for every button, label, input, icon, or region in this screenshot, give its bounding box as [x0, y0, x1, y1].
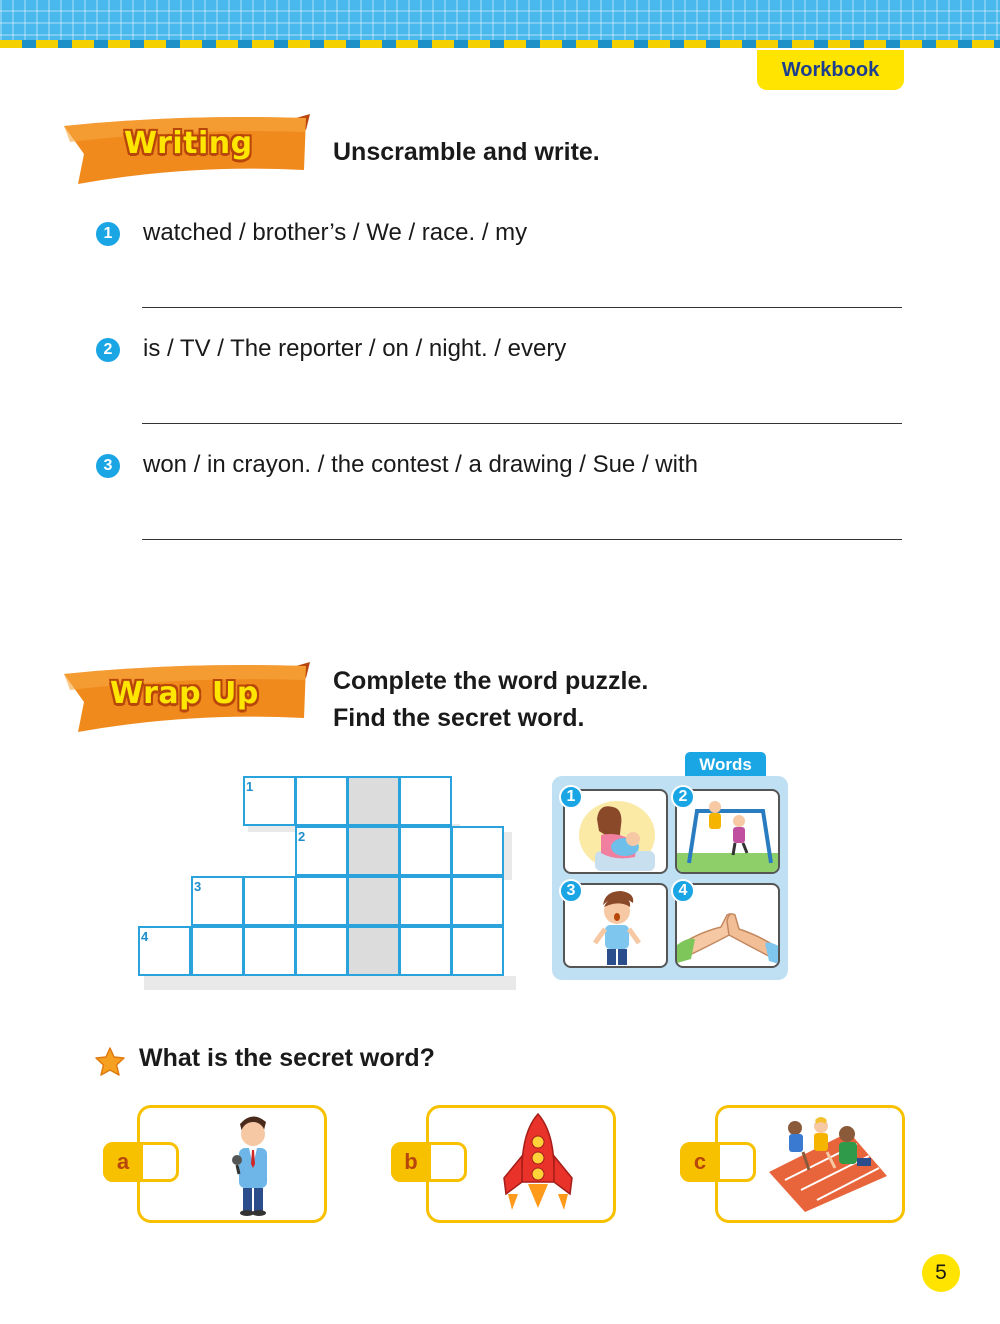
wrapup-instruction-line2: Find the secret word. [333, 704, 585, 732]
crossword-cell[interactable] [243, 876, 296, 926]
grid-shadow [504, 832, 512, 880]
top-banner-stripe [0, 40, 1000, 48]
words-tab: Words [685, 752, 766, 778]
answer-line-1[interactable] [142, 307, 902, 308]
item-number-badge: 1 [96, 222, 120, 246]
crossword-secret-cell[interactable] [347, 926, 400, 976]
crossword-cell[interactable] [295, 776, 348, 826]
writing-ribbon [60, 112, 312, 188]
option-a-letter: a [103, 1142, 143, 1182]
option-c-letter: c [680, 1142, 720, 1182]
crossword-cell[interactable] [399, 876, 452, 926]
scrambled-sentence-1: watched / brother’s / We / race. / my [143, 219, 528, 246]
crossword-cell[interactable] [451, 826, 504, 876]
option-b-letter: b [391, 1142, 431, 1182]
word-picture-number: 1 [559, 785, 583, 809]
crossword-secret-cell[interactable] [347, 876, 400, 926]
workbook-tab: Workbook [757, 50, 904, 90]
crossword-cell[interactable] [451, 926, 504, 976]
page-number: 5 [922, 1254, 960, 1292]
word-picture-number: 4 [671, 879, 695, 903]
scrambled-sentence-2: is / TV / The reporter / on / night. / every [143, 335, 567, 362]
word-picture-number: 3 [559, 879, 583, 903]
reporter-with-microphone-icon [222, 1110, 282, 1223]
crossword-cell[interactable] [243, 926, 296, 976]
secret-word-question: What is the secret word? [139, 1044, 435, 1072]
crossword-cell[interactable] [295, 926, 348, 976]
crossword-secret-cell[interactable] [347, 826, 400, 876]
crossword-clue-number: 2 [298, 829, 306, 844]
answer-line-3[interactable] [142, 539, 902, 540]
crossword-cell[interactable] [399, 826, 452, 876]
wrapup-banner-text: Wrap Up [110, 676, 259, 711]
crossword-clue-number: 4 [141, 929, 149, 944]
rocket-icon [496, 1112, 580, 1219]
crossword-secret-cell[interactable] [347, 776, 400, 826]
word-picture-number: 2 [671, 785, 695, 809]
kids-running-race-icon [765, 1112, 889, 1219]
crossword-cell[interactable] [399, 776, 452, 826]
crossword-cell[interactable] [191, 926, 244, 976]
crossword-cell[interactable] [451, 876, 504, 926]
star-icon [94, 1046, 126, 1083]
crossword-clue-number: 1 [246, 779, 254, 794]
writing-banner-text: Writing [124, 126, 253, 161]
item-number-badge: 2 [96, 338, 120, 362]
scrambled-sentence-3: won / in crayon. / the contest / a drawing / Sue / with [143, 451, 698, 478]
writing-instruction: Unscramble and write. [333, 138, 600, 166]
crossword-cell[interactable] [399, 926, 452, 976]
crossword-clue-number: 3 [194, 879, 202, 894]
wrapup-instruction-line1: Complete the word puzzle. [333, 667, 649, 695]
item-number-badge: 3 [96, 454, 120, 478]
grid-shadow [144, 976, 516, 990]
wrapup-ribbon [60, 660, 312, 736]
crossword-cell[interactable] [295, 876, 348, 926]
answer-line-2[interactable] [142, 423, 902, 424]
